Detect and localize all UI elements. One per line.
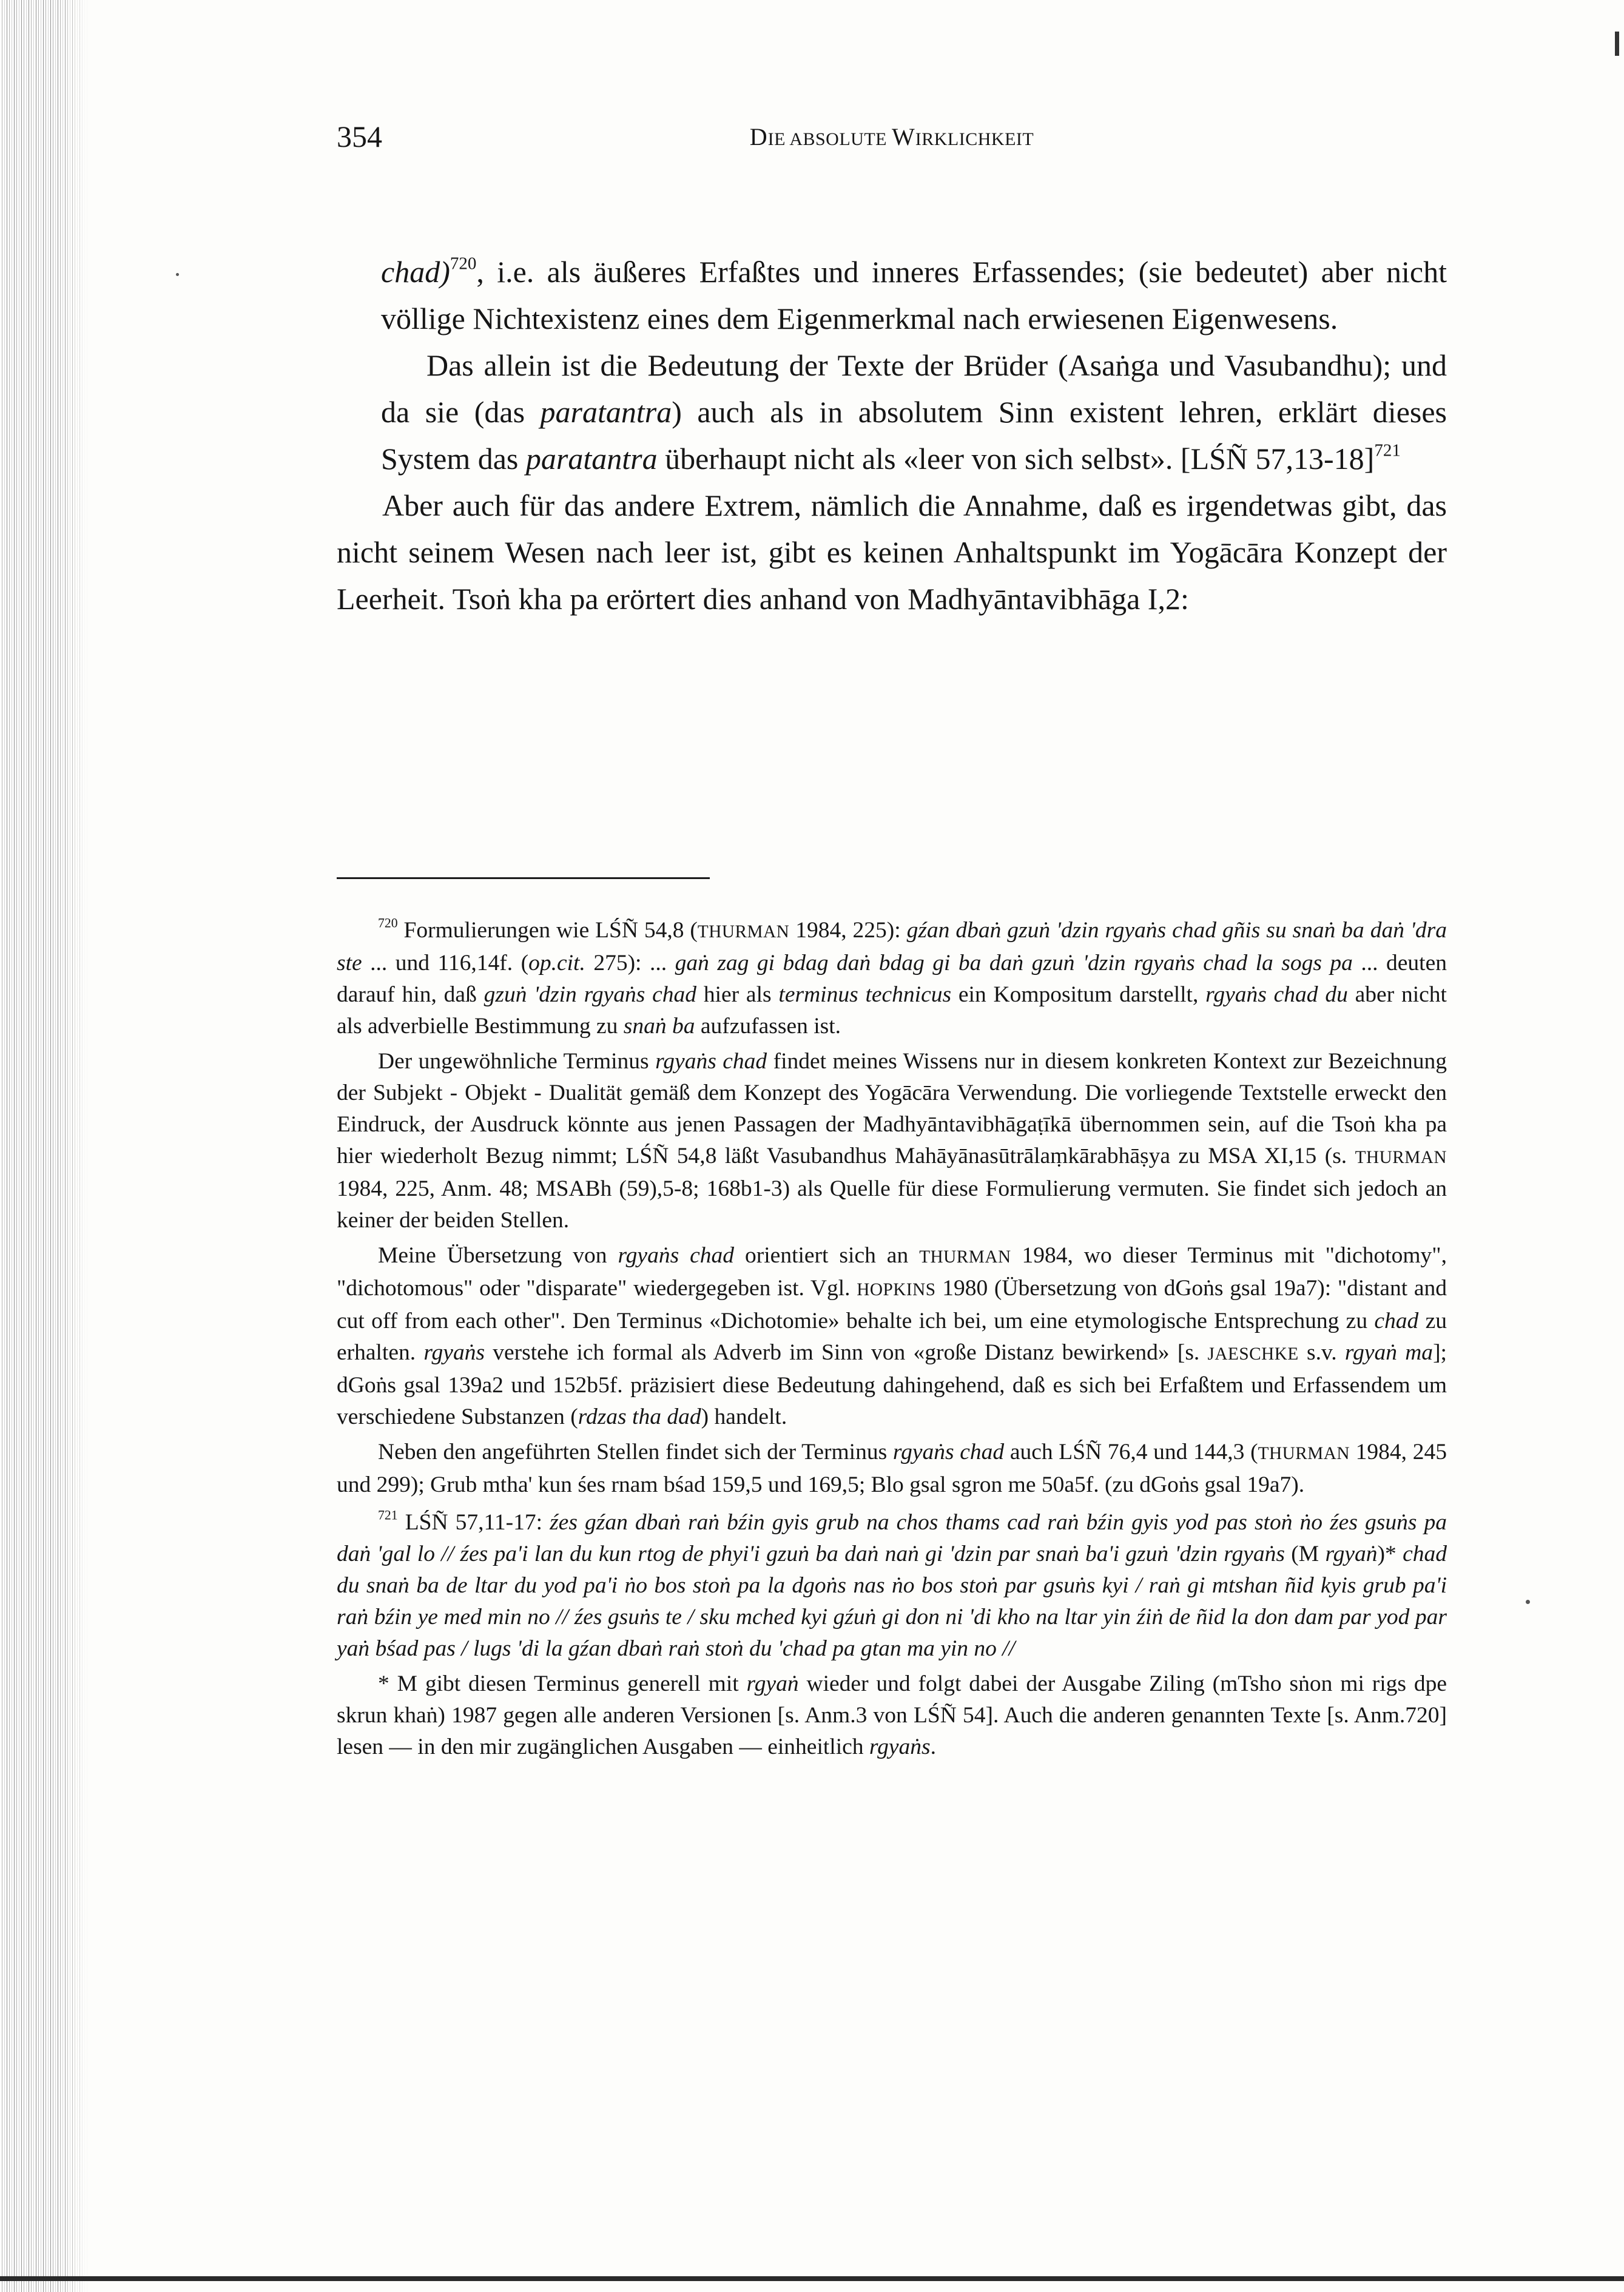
tibetan-term: rgyaṅs chad — [892, 1440, 1005, 1465]
paragraph-2-text: ) auch als in absolutem Sinn existent lehren, erklärt dieses System das — [381, 395, 1447, 476]
running-title-initial: W — [891, 123, 915, 150]
footnote-720-paragraph-2 — [337, 1046, 1447, 1236]
author-name: HOPKINS — [857, 1280, 936, 1299]
tibetan-term: snaṅ ba — [623, 1014, 695, 1039]
scan-speck — [1526, 1600, 1530, 1604]
footnote-text: 1984, 225, Anm. 48; MSABh (59),5-8; 168b1-3) als Quelle für diese Formulierung vermuten. Sie findet sich jedoch an keiner der beiden Stellen. — [337, 1176, 1447, 1233]
footnote-text: hier als — [696, 982, 779, 1007]
paragraph-1 — [337, 249, 1447, 342]
footnote-ref-720[interactable]: 720 — [450, 254, 477, 274]
footnote-text: 1984, 225): — [789, 918, 907, 943]
tibetan-term: rgyaṅs — [423, 1340, 485, 1365]
footnote-text: LŚÑ 57,11-17: — [397, 1510, 550, 1535]
footnote-721-paragraph-2 — [337, 1668, 1447, 1763]
page-number: 354 — [337, 120, 382, 153]
footnote-text: orientiert sich an — [734, 1243, 920, 1268]
paragraph-1-start: chad) — [381, 255, 450, 289]
author-name: THURMAN — [1258, 1444, 1350, 1463]
footnote-720-paragraph-3 — [337, 1240, 1447, 1433]
citation-abbrev: op.cit. — [528, 951, 585, 976]
tibetan-quote: gaṅ zag gi bdag daṅ bdag gi ba daṅ gzuṅ 'dzin rgyaṅs chad la sogs pa — [675, 951, 1353, 976]
running-title — [337, 122, 1447, 155]
tibetan-quote: gźan dbaṅ gzuṅ 'dzin rgyaṅs chad gñis su snaṅ ba daṅ 'dra ste — [337, 918, 1447, 976]
tibetan-quote: chad du snaṅ ba de ltar du yod pa'i ṅo bos stoṅ pa la dgoṅs nas ṅo bos stoṅ par gsuṅs kyi / raṅ gi mtshan ñid kyis grub pa'i raṅ bźin ye med min no // źes gsuṅs te / sku mched kyi gźuṅ gi don ni 'di kho na ltar yin źiṅ de ñid la don dam par yod par yaṅ bśad pas / lugs 'di la gźan dbaṅ raṅ stoṅ du 'chad pa gtan ma yin no // — [337, 1542, 1447, 1661]
footnote-text: s.v. — [1298, 1340, 1345, 1365]
footnote-number: 720 — [378, 915, 398, 931]
tibetan-term: rdzas tha dad — [578, 1404, 701, 1429]
footnote-text: Meine Übersetzung von — [378, 1243, 618, 1268]
footnote-ref-721[interactable]: 721 — [1374, 440, 1401, 460]
footnote-text: 1984, 245 und 299); Grub mtha' kun śes rnam bśad 159,5 und 169,5; Blo gsal sgron me 50a5f. (zu dGoṅs gsal 19a7). — [337, 1440, 1447, 1497]
tibetan-term: rgyaṅs chad — [618, 1243, 735, 1268]
footnotes — [337, 915, 1447, 1769]
scan-speck — [176, 273, 179, 276]
scan-corner-mark — [1615, 32, 1619, 56]
footnote-text: wieder und folgt dabei der Ausgabe Ziling (mTsho sṅon mi rigs dpe skrun khaṅ) 1987 gegen alle anderen Versionen [s. Anm.3 von LŚÑ 54]. Auch die anderen genannten Texte [s. Anm.720] lesen — in den mir zugänglichen Ausgaben — einheitlich — [337, 1671, 1447, 1759]
scan-bottom-edge — [0, 2276, 1624, 2281]
footnote-text: 1984, wo dieser Terminus mit "dichotomy", "dichotomous" oder "disparate" wiedergegeben ist. Vgl. — [337, 1243, 1447, 1301]
footnote-text: . — [930, 1734, 936, 1759]
tibetan-term: rgyaṅ ma — [1344, 1340, 1434, 1365]
tibetan-term: rgyaṅ — [1325, 1542, 1378, 1566]
footnote-text: ... und 116,14f. ( — [362, 951, 529, 976]
running-title-part: IE ABSOLUTE — [767, 129, 892, 149]
footnote-text: Formulierungen wie LŚÑ 54,8 ( — [397, 918, 698, 943]
footnote-text: * M gibt diesen Terminus generell mit — [378, 1671, 747, 1696]
footnote-number: 721 — [378, 1508, 398, 1523]
author-name: JAESCHKE — [1207, 1344, 1299, 1364]
footnote-text: auch LŚÑ 76,4 und 144,3 ( — [1004, 1440, 1258, 1465]
author-name: THURMAN — [1355, 1148, 1447, 1167]
footnote-text: findet meines Wissens nur in diesem konkreten Kontext zur Bezeichnung der Subjekt - Objekt - Dualität gemäß dem Konzept des Yogācāra Verwendung. Die vorliegende Textstelle erweckt den Eindruck, der Ausdruck könnte aus jenen Passagen der Madhyāntavibhāgaṭīkā übernommen sein, auf die Tsoṅ kha pa hier wiederholt Bezug nimmt; LŚÑ 54,8 läßt Vasubandhus Mahāyānasūtrālaṃkārabhāṣya zu MSA XI,15 (s. — [337, 1049, 1447, 1168]
footnote-text: verstehe ich formal als Adverb im Sinn von «große Distanz bewirkend» [s. — [485, 1340, 1208, 1365]
footnote-text: Neben den angeführten Stellen findet sich der Terminus — [378, 1440, 893, 1465]
latin-term: terminus technicus — [778, 982, 952, 1007]
footnote-text: 275): ... — [585, 951, 675, 976]
paragraph-2-term: paratantra — [525, 442, 658, 476]
paragraph-2-term: paratantra — [540, 395, 672, 429]
footnote-text: Der ungewöhnliche Terminus — [378, 1049, 656, 1074]
tibetan-term: rgyaṅ — [746, 1671, 799, 1696]
footnote-text: ) handelt. — [701, 1404, 787, 1429]
footnote-text: 1980 (Übersetzung von dGoṅs gsal 19a7): "distant and cut off from each other". Den Terminus «Dichotomie» behalte ich bei, um eine etymologische Entsprechung zu — [337, 1276, 1447, 1333]
paragraph-2 — [337, 342, 1447, 482]
tibetan-quote: źes gźan dbaṅ raṅ bźin gyis grub na chos thams cad raṅ bźin gyis yod pas stoṅ ṅo źes gsuṅs pa daṅ 'gal lo // źes pa'i lan du kun rtog de phyi'i gzuṅ ba daṅ naṅ gi 'dzin par snaṅ ba'i gzuṅ 'dzin rgyaṅs — [337, 1510, 1447, 1566]
tibetan-term: rgyaṅs — [869, 1734, 931, 1759]
running-title-initial: D — [749, 123, 768, 150]
footnote-separator — [337, 877, 710, 879]
footnote-text: aufzufassen ist. — [695, 1014, 841, 1039]
footnote-text: )* — [1377, 1542, 1403, 1566]
paragraph-2-text: Das allein ist die Bedeutung der Texte der Brüder (Asaṅga und Vasubandhu); und da sie (das — [381, 348, 1447, 429]
footnote-text: ... deuten darauf hin, daß — [337, 951, 1447, 1007]
tibetan-term: gzuṅ 'dzin rgyaṅs chad — [483, 982, 697, 1007]
author-name: THURMAN — [919, 1247, 1011, 1267]
tibetan-term: rgyaṅs chad du — [1205, 982, 1348, 1007]
footnote-text: ein Kompositum darstellt, — [951, 982, 1206, 1007]
paragraph-1-text: , i.e. als äußeres Erfaßtes und inneres Erfassendes; (sie bedeutet) aber nicht völlige Nichtexistenz eines dem Eigenmerkmal nach erwiesenen Eigenwesens. — [381, 255, 1447, 335]
tibetan-term: chad — [1374, 1309, 1419, 1333]
tibetan-term: rgyaṅs chad — [655, 1049, 767, 1074]
main-text — [337, 249, 1447, 622]
running-title-part: IRKLICHKEIT — [915, 129, 1034, 149]
author-name: THURMAN — [697, 922, 790, 942]
paragraph-3: Aber auch für das andere Extrem, nämlich die Annahme, daß es irgendetwas gibt, das nicht seinem Wesen nach leer ist, gibt es keinen Anhaltspunkt im Yogācāra Konzept der Leerheit. Tsoṅ kha pa erörtert dies anhand von Madhyāntavibhāga I,2: — [337, 488, 1447, 616]
footnote-text: (M — [1284, 1542, 1326, 1566]
page-header — [337, 118, 1447, 161]
scan-binding-fade — [61, 0, 88, 2292]
paragraph-2-text: überhaupt nicht als «leer von sich selbst». [LŚÑ 57,13-18] — [657, 442, 1375, 476]
footnote-720 — [337, 915, 1447, 1042]
footnote-720-paragraph-4 — [337, 1437, 1447, 1501]
footnote-text: aber nicht als adverbielle Bestimmung zu — [337, 982, 1447, 1039]
footnote-721 — [337, 1507, 1447, 1665]
footnote-text: ]; dGoṅs gsal 139a2 und 152b5f. präzisiert diese Bedeutung dahingehend, daß es sich bei Erfaßtem und Erfassendem um verschiedene Substanzen ( — [337, 1340, 1447, 1429]
footnote-text: zu erhalten. — [337, 1309, 1447, 1365]
